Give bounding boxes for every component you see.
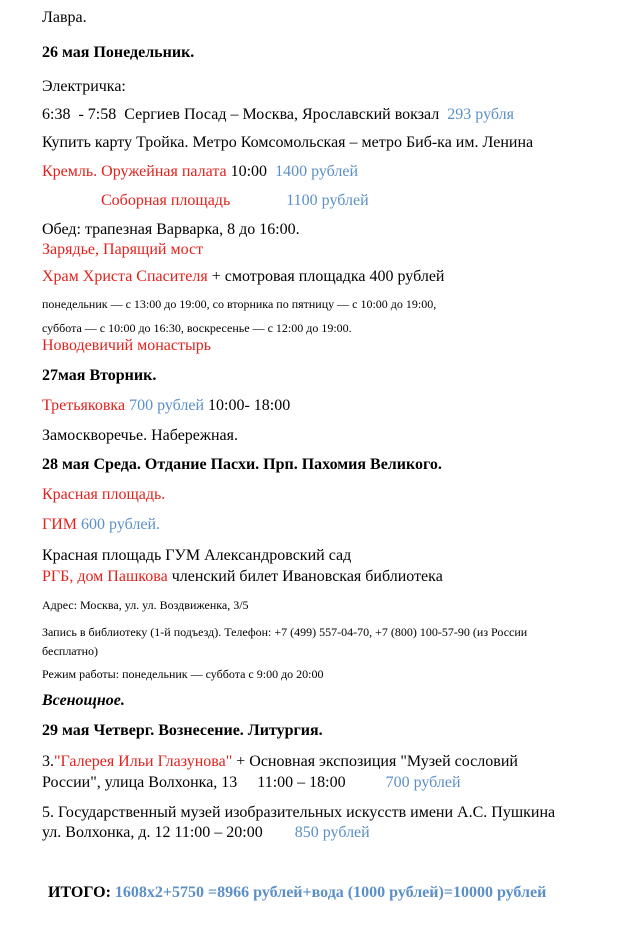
text-segment: членский билет Ивановская библиотека bbox=[171, 568, 443, 585]
text-segment: Красная площадь ГУМ Александровский сад bbox=[42, 547, 352, 564]
place-name: Соборная площадь bbox=[101, 192, 231, 209]
text-segment: 26 мая Понедельник. bbox=[42, 44, 195, 61]
text-segment: 29 мая Четверг. Вознесение. Литургия. bbox=[42, 722, 323, 739]
text-segment: + Основная экспозиция "Музей сословий bbox=[232, 753, 518, 770]
text-segment: Режим работы: понедельник — суббота с 9:00 до 20:00 bbox=[42, 667, 324, 681]
text-segment: 6:38 - 7:58 Сергиев Посад – Москва, Ярославский вокзал bbox=[42, 106, 448, 123]
text-line bbox=[42, 625, 527, 639]
text-segment bbox=[230, 192, 286, 209]
text-segment: + смотровая площадка 400 рублей bbox=[207, 268, 445, 285]
text-line bbox=[42, 106, 514, 124]
text-line bbox=[42, 337, 211, 355]
place-name: Красная площадь. bbox=[42, 486, 166, 503]
text-segment: Всенощное. bbox=[42, 692, 125, 709]
price-text: 1400 рублей bbox=[275, 163, 359, 180]
text-line bbox=[42, 486, 165, 504]
heading-line bbox=[48, 884, 546, 902]
text-segment: бесплатно) bbox=[42, 644, 98, 658]
text-line bbox=[42, 568, 443, 586]
text-segment: Купить карту Тройка. Метро Комсомольская – метро Биб-ка им. Ленина bbox=[42, 134, 534, 151]
price-text: 700 рублей bbox=[129, 397, 209, 414]
price-text: 600 рублей. bbox=[81, 516, 160, 533]
text-segment: ул. Волхонка, д. 12 11:00 – 20:00 bbox=[42, 824, 295, 841]
text-line bbox=[42, 321, 352, 335]
heading-line bbox=[42, 367, 156, 385]
heading-line bbox=[42, 44, 194, 62]
text-line bbox=[42, 9, 87, 27]
text-segment: Замоскворечье. Набережная. bbox=[42, 427, 238, 444]
heading-line bbox=[42, 456, 442, 474]
place-name: Новодевичий монастырь bbox=[42, 337, 211, 354]
text-line bbox=[42, 163, 358, 181]
text-segment: 10:00 bbox=[230, 163, 276, 180]
text-line bbox=[42, 427, 238, 445]
text-line bbox=[42, 547, 351, 565]
text-segment: 3. bbox=[42, 753, 54, 770]
text-line bbox=[42, 297, 436, 311]
place-name: Кремль. Оружейная палата bbox=[42, 163, 231, 180]
heading-line bbox=[42, 692, 125, 710]
text-segment: понедельник — с 13:00 до 19:00, со вторника по пятницу — с 10:00 до 19:00, bbox=[42, 297, 437, 311]
text-segment: Адрес: Москва, ул. ул. Воздвиженка, 3/5 bbox=[42, 598, 249, 612]
text-line bbox=[42, 221, 300, 239]
price-text: 1100 рублей bbox=[286, 192, 369, 209]
text-line bbox=[42, 644, 98, 658]
place-name: "Галерея Ильи Глазунова" bbox=[54, 753, 233, 770]
price-text: 1608х2+5750 =8966 рублей+вода (1000 рублей)=10000 рублей bbox=[114, 884, 547, 901]
text-segment: 28 мая Среда. Отдание Пасхи. Прп. Пахомия Великого. bbox=[42, 456, 442, 473]
text-line bbox=[101, 192, 369, 210]
text-segment: Лавра. bbox=[42, 9, 87, 26]
text-line bbox=[42, 78, 126, 96]
text-line bbox=[42, 774, 461, 792]
price-text: 293 рубля bbox=[447, 106, 514, 123]
text-segment: 5. Государственный музей изобразительных искусств имени А.С. Пушкина bbox=[42, 804, 556, 821]
price-text: 850 рублей bbox=[294, 824, 370, 841]
text-segment: Обед: трапезная Варварка, 8 до 16:00. bbox=[42, 221, 300, 238]
place-name: Третьяковка bbox=[42, 397, 130, 414]
heading-line bbox=[42, 722, 323, 740]
price-text: 700 рублей bbox=[385, 774, 461, 791]
text-line bbox=[42, 134, 533, 152]
place-name: Зарядье, Парящий мост bbox=[42, 241, 204, 258]
text-segment: суббота — с 10:00 до 16:30, воскресенье — с 12:00 до 19:00. bbox=[42, 321, 352, 335]
text-line bbox=[42, 397, 290, 415]
place-name: Храм Христа Спасителя bbox=[42, 268, 208, 285]
text-segment: ИТОГО: bbox=[48, 884, 115, 901]
text-segment: Запись в библиотеку (1-й подъезд). Телефон: +7 (499) 557-04-70, +7 (800) 100-57-90 (из России bbox=[42, 625, 528, 639]
place-name: ГИМ bbox=[42, 516, 82, 533]
text-segment: Электричка: bbox=[42, 78, 126, 95]
text-line bbox=[42, 268, 444, 286]
text-line bbox=[42, 804, 555, 822]
place-name: РГБ, дом Пашкова bbox=[42, 568, 172, 585]
text-line bbox=[42, 516, 160, 534]
text-segment: 10:00- 18:00 bbox=[208, 397, 291, 414]
text-line bbox=[42, 241, 203, 259]
text-segment: 27мая Вторник. bbox=[42, 367, 157, 384]
text-line bbox=[42, 667, 324, 681]
text-line bbox=[42, 824, 370, 842]
text-line bbox=[42, 753, 518, 771]
text-line bbox=[42, 598, 249, 612]
text-segment: России", улица Волхонка, 13 11:00 – 18:00 bbox=[42, 774, 386, 791]
